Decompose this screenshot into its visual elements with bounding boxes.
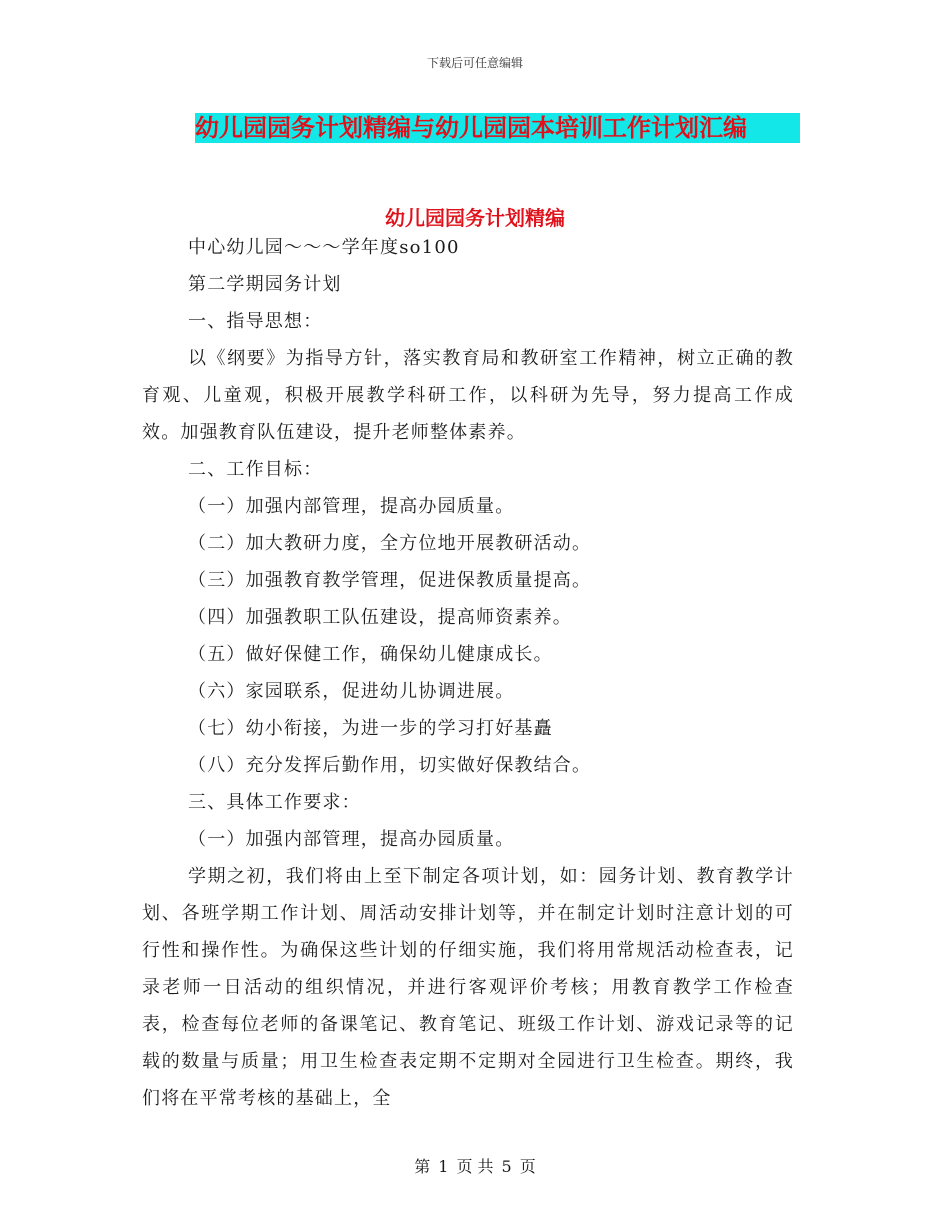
goal-item: （一）加强内部管理，提高办园质量。 [188, 496, 515, 517]
heading-guiding-thought: 一、指导思想： [188, 311, 323, 332]
footer-suffix: 页 [519, 1157, 536, 1176]
paragraph: 中心幼儿园～～～学年度so100 [188, 237, 460, 258]
paragraph: 以《纲要》为指导方针，落实教育局和教研室工作精神，树立正确的教育观、儿童观，积极开展教学科研工作，以科研为先导，努力提高工作成效。加强教育队伍建设，提升老师整体素养。 [142, 348, 794, 443]
document-title: 幼儿园园务计划精编与幼儿园园本培训工作计划汇编 [195, 113, 800, 143]
page-footer [0, 1154, 950, 1177]
goal-item: （三）加强教育教学管理，促进保教质量提高。 [188, 570, 592, 591]
requirement-item: （一）加强内部管理，提高办园质量。 [188, 829, 515, 850]
footer-prefix: 第 [414, 1157, 431, 1176]
goal-item: （七）幼小衔接，为进一步的学习打好基矗 [188, 718, 553, 739]
goal-item: （六）家园联系，促进幼儿协调进展。 [188, 681, 515, 702]
goal-item: （二）加大教研力度，全方位地开展教研活动。 [188, 533, 592, 554]
goal-item: （五）做好保健工作，确保幼儿健康成长。 [188, 644, 553, 665]
goal-item: （四）加强教职工队伍建设，提高师资素养。 [188, 607, 572, 628]
heading-work-goals: 二、工作目标： [188, 459, 323, 480]
footer-middle: 页 共 [456, 1157, 494, 1176]
document-body [142, 229, 794, 1117]
total-pages: 5 [501, 1157, 512, 1176]
goal-item: （八）充分发挥后勤作用，切实做好保教结合。 [188, 755, 592, 776]
paragraph: 第二学期园务计划 [188, 274, 342, 295]
heading-requirements: 三、具体工作要求： [188, 792, 361, 813]
header-note: 下载后可任意编辑 [426, 56, 523, 70]
section-title: 幼儿园园务计划精编 [385, 206, 565, 230]
paragraph: 学期之初，我们将由上至下制定各项计划，如：园务计划、教育教学计划、各班学期工作计划、周活动安排计划等，并在制定计划时注意计划的可行性和操作性。为确保这些计划的仔细实施，我们将用常规活动检查表，记录老师一日活动的组织情况，并进行客观评价考核；用教育教学工作检查表，检查每位老师的备课笔记、教育笔记、班级工作计划、游戏记录等的记载的数量与质量；用卫生检查表定期不定期对全园进行卫生检查。期终，我们将在平常考核的基础上，全 [142, 866, 794, 1109]
page-number: 1 [438, 1157, 449, 1176]
